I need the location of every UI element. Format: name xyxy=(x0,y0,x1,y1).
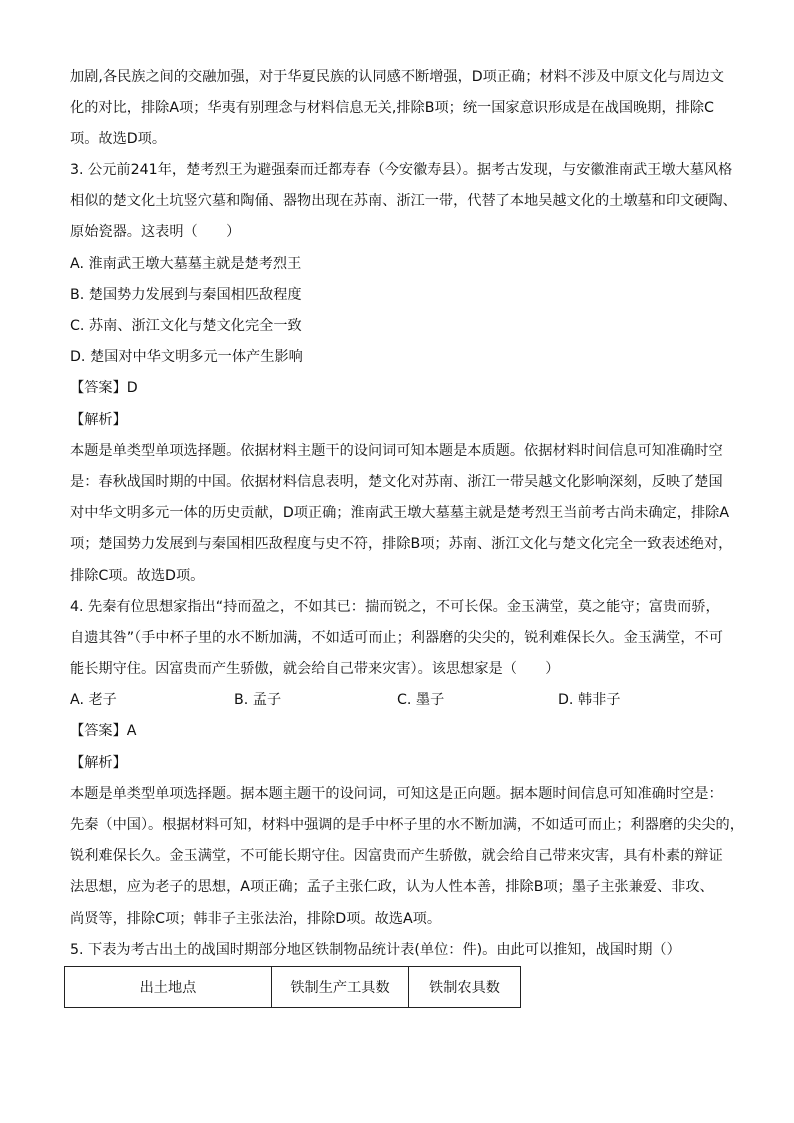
q4-stem-line-1: 4. 先秦有位思想家指出“持而盈之，不如其已：揣而锐之，不可长保。金玉满堂，莫之能守；富贵而骄， xyxy=(70,599,720,615)
q3-option-c: C. 苏南、浙江文化与楚文化完全一致 xyxy=(70,318,302,334)
q4-option-c: C. 墨子 xyxy=(397,692,445,708)
q4-analysis-line-4: 法思想，应为老子的思想，A项正确；孟子主张仁政，认为人性本善，排除B项；墨子主张兼爱、非攻、 xyxy=(70,879,714,895)
table-header-farm-tools: 铁制农具数 xyxy=(409,967,521,1008)
q3-answer: 【答案】D xyxy=(70,380,138,396)
q4-option-d: D. 韩非子 xyxy=(558,692,621,708)
q3-analysis-line-1: 本题是单类型单项选择题。依据材料主题干的设问词可知本题是本质题。依据材料时间信息可知准确时空 xyxy=(70,443,723,459)
q4-stem-line-3: 能长期守住。因富贵而产生骄傲，就会给自己带来灾害）。该思想家是（ ） xyxy=(70,661,560,677)
q3-analysis-line-4: 项；楚国势力发展到与秦国相匹敌程度与史不符，排除B项；苏南、浙江文化与楚文化完全一致表述绝对， xyxy=(70,536,733,552)
q4-analysis-line-3: 锐利难保长久。金玉满堂，不可能长期守住。因富贵而产生骄傲，就会给自己带来灾害，具有朴素的辩证 xyxy=(70,848,723,864)
q4-option-a: A. 老子 xyxy=(70,692,117,708)
q3-analysis-line-2: 是：春秋战国时期的中国。依据材料信息表明，楚文化对苏南、浙江一带吴越文化影响深刻，反映了楚国 xyxy=(70,474,723,490)
iron-items-table xyxy=(64,966,521,1008)
q4-analysis-line-5: 尚贤等，排除C项；韩非子主张法治，排除D项。故选A项。 xyxy=(70,911,442,927)
q3-analysis-label: 【解析】 xyxy=(70,412,127,428)
q4-analysis-line-2: 先秦（中国）。根据材料可知，材料中强调的是手中杯子里的水不断加满，不如适可而止；利器磨的尖尖的， xyxy=(70,817,744,833)
q5-stem: 5. 下表为考古出土的战国时期部分地区铁制物品统计表(单位：件)。由此可以推知，战国时期（） xyxy=(70,942,681,958)
table-header-location: 出土地点 xyxy=(65,967,272,1008)
table-header-row xyxy=(65,967,521,1008)
intro-line-2: 化的对比，排除A项；华夷有别理念与材料信息无关,排除B项；统一国家意识形成是在战国晚期，排除C xyxy=(70,100,714,116)
q3-analysis-line-3: 对中华文明多元一体的历史贡献，D项正确；淮南武王墩大墓墓主就是楚考烈王当前考古尚未确定，排除A xyxy=(70,505,730,521)
q4-option-b: B. 孟子 xyxy=(234,692,282,708)
q4-analysis-label: 【解析】 xyxy=(70,755,127,771)
q4-analysis-line-1: 本题是单类型单项选择题。据本题主题干的设问词，可知这是正向题。据本题时间信息可知准确时空是： xyxy=(70,786,723,802)
q4-answer: 【答案】A xyxy=(70,723,137,739)
intro-line-1: 加剧,各民族之间的交融加强，对于华夏民族的认同感不断增强，D项正确；材料不涉及中原文化与周边文 xyxy=(70,69,724,85)
q3-stem-line-3: 原始瓷器。这表明（ ） xyxy=(70,224,241,240)
q3-analysis-line-5: 排除C项。故选D项。 xyxy=(70,568,205,584)
q3-stem-line-2: 相似的楚文化土坑竖穴墓和陶俑、器物出现在苏南、浙江一带，代替了本地吴越文化的土墩墓和印文硬陶、 xyxy=(70,193,737,209)
intro-line-3: 项。故选D项。 xyxy=(70,131,167,147)
q3-option-b: B. 楚国势力发展到与秦国相匹敌程度 xyxy=(70,287,302,303)
q3-option-a: A. 淮南武王墩大墓墓主就是楚考烈王 xyxy=(70,256,302,272)
q3-option-d: D. 楚国对中华文明多元一体产生影响 xyxy=(70,349,303,365)
q4-stem-line-2: 自遗其咎”（手中杯子里的水不断加满，不如适可而止；利器磨的尖尖的，锐利难保长久。金玉满堂，不可 xyxy=(70,630,723,646)
q3-stem-line-1: 3. 公元前241年，楚考烈王为避强秦而迁都寿春（今安徽寿县）。据考古发现，与安徽淮南武王墩大墓风格 xyxy=(70,162,733,178)
table-header-production-tools: 铁制生产工具数 xyxy=(272,967,409,1008)
